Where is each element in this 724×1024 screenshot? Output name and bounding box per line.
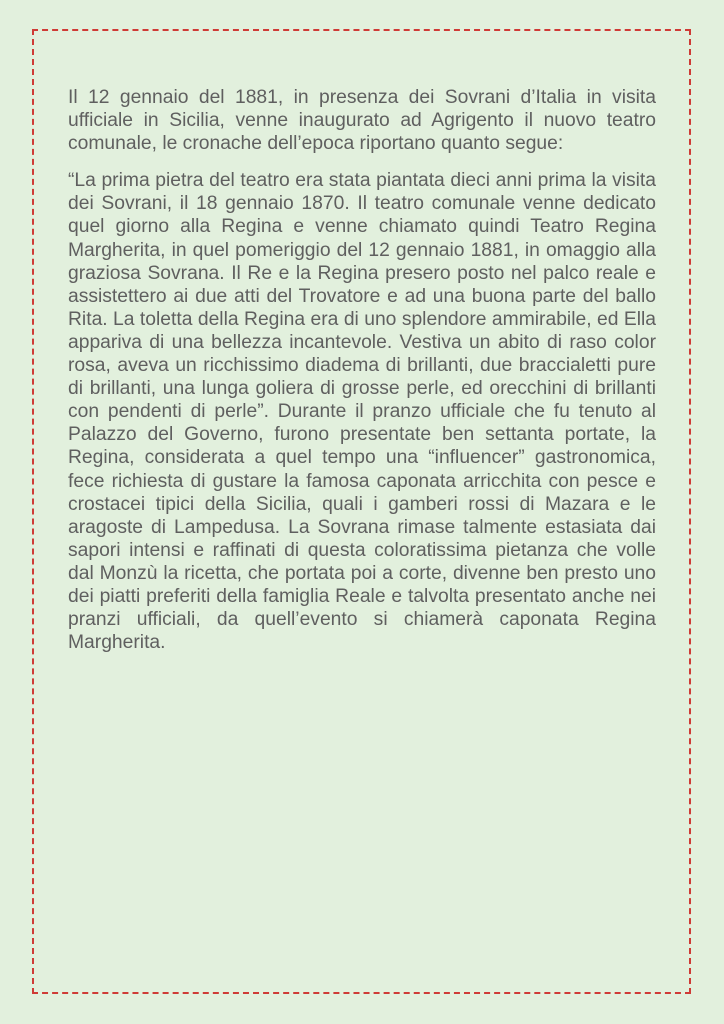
text-block: [68, 86, 656, 654]
intro-paragraph: Il 12 gennaio del 1881, in presenza dei Sovrani d’Italia in visita ufficiale in Sicilia, venne inaugurato ad Agrigento il nuovo teatro comunale, le cronache dell’epoca riportano quanto segue:: [68, 87, 656, 155]
quote-paragraph: “La prima pietra del teatro era stata piantata dieci anni prima la visita dei Sovrani, il 18 gennaio 1870. Il teatro comunale venne dedicato quel giorno alla Regina e venne chiamato quindi Teatro Regina Margherita, in quel pomeriggio del 12 gennaio 1881, in omaggio alla graziosa Sovrana. Il Re e la Regina presero posto nel palco reale e assistettero ai due atti del Trovatore e ad una buona parte del ballo Rita. La toletta della Regina era di uno splendore ammirabile, ed Ella appariva di una bellezza incantevole. Vestiva un abito di raso color rosa, aveva un ricchissimo diadema di brillanti, due braccialetti pure di brillanti, una lunga goliera di grosse perle, ed orecchini di brillanti con pendenti di perle”. Durante il pranzo ufficiale che fu tenuto al Palazzo del Governo, furono presentate ben settanta portate, la Regina, considerata a quel tempo una “influencer” gastronomica, fece richiesta di gustare la famosa caponata arricchita con pesce e crostacei tipici della Sicilia, quali i gamberi rossi di Mazara e le aragoste di Lampedusa. La Sovrana rimase talmente estasiata dai sapori intensi e raffinati di questa coloratissima pietanza che volle dal Monzù la ricetta, che portata poi a corte, divenne ben presto uno dei piatti preferiti della famiglia Reale e talvolta presentato anche nei pranzi ufficiali, da quell’evento si chiamerà caponata Regina Margherita.: [68, 170, 656, 654]
